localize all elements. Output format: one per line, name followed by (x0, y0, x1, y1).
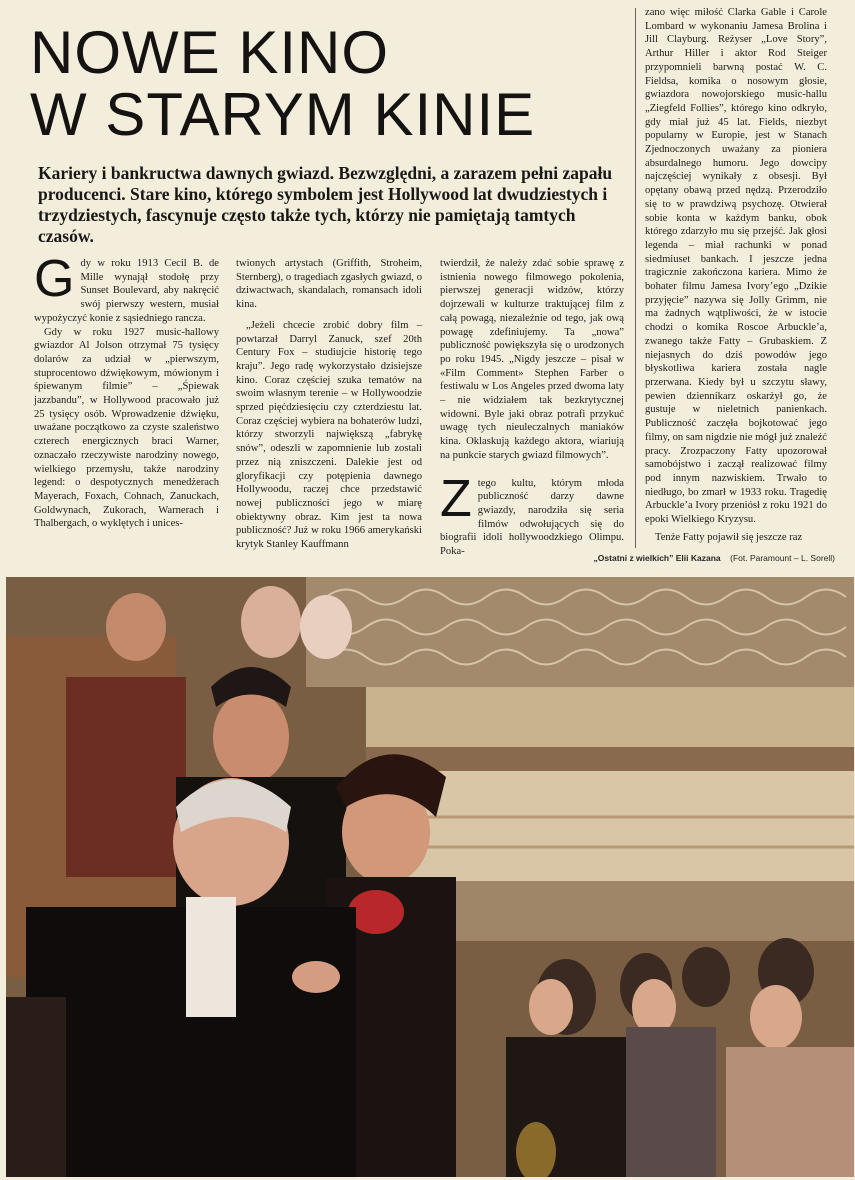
caption-credit: (Fot. Paramount – L. Sorell) (730, 553, 835, 563)
paragraph: „Jeżeli chcecie zrobić dobry film – powtarzał Darryl Zanuck, szef 20th Century Fox – studiujcie historię tego kraju”. Jego radę wykorzystało dzisiejsze kino. Coraz częściej szuka tematów na swoim własnym terenie – w Hollywoodzie sprzed pięćdziesięciu czy czterdziestu lat. Coraz częściej wybiera na bohaterów ludzi, którzy stworzyli największą „fabrykę snów”, odeszli w zapomnienie lub zostali przez nią zniszczeni. Dalekie jest od gloryfikacji czy potępienia dawnego Hollywoodu, raczej chce przedstawić nowej publiczności jego w miarę obiektywny obraz. Kim jest ta nowa publiczność? Już w roku 1966 amerykański krytyk Stanley Kauffmann (236, 319, 422, 551)
text-column-3 (440, 257, 624, 559)
title-line-2: W STARYM KINIE (30, 81, 536, 148)
caption-title: „Ostatni z wielkich” Elii Kazana (593, 553, 721, 563)
article-title (30, 19, 630, 148)
article-lead: Kariery i bankructwa dawnych gwiazd. Bezwzględni, a zarazem pełni zapału producenci. Stare kino, którego symbolem jest Hollywood lat dwudziestych i trzydziestych, fascynuje często także tych, którzy nie pamiętają tamtych czasów. (38, 163, 613, 246)
paragraph: twionych artystach (Griffith, Stroheim, Sternberg), o tragediach zgasłych gwiazd, o dziwactwach, skandalach, romansach idoli kina. (236, 258, 422, 311)
drop-cap: Z (440, 469, 472, 528)
paragraph: Gdy w roku 1927 music-hallowy gwiazdor Al Jolson otrzymał 75 tysięcy dolarów za udział w „pierwszym, stuprocentowo dźwiękowym, mówionym i śpiewanym filmie” – „Śpiewak jazzbandu”, w Hollywood pracowało już 25 tysięcy osób. Wprowadzenie dźwięku, uważane początkowo za czyste szaleństwo czterech energicznych braci Warner, oznaczało rzeczywiste narodziny nowego, wielkiego przemysłu, także narodziny legend: o despotycznych menedżerach Mayerach, Foxach, Cohnach, Zanuckach, Goldwynach, Zukorach, Warnerach i Thalbergach, o wyklętych i unices- (34, 326, 219, 530)
text-column-1 (34, 250, 219, 531)
paragraph: Gdy w roku 1913 Cecil B. de Mille wynajął stodołę przy Sunset Boulevard, aby nakręcić swój pierwszy western, musiał wypożyczyć konie z sąsiedniego rancza. (34, 250, 219, 324)
film-still-photo (6, 577, 854, 1177)
paragraph: Tenże Fatty pojawił się jeszcze raz (655, 531, 803, 543)
photo-illustration (6, 577, 854, 1177)
title-line-1: NOWE KINO (30, 19, 390, 86)
text-column-4 (645, 6, 827, 544)
drop-cap: G (34, 250, 75, 308)
column-divider (635, 8, 636, 548)
paragraph: twierdził, że należy zdać sobie sprawę z istnienia nowego filmowego pokolenia, pierwszej generacji widzów, którzy dojrzewali w kulturze traktującej film z całą powagą, niezależnie od tego, jak ową powagę zdefiniujemy. Ta „nowa” publiczność powiększyła się o urodzonych po roku 1945. „Nigdy jeszcze – pisał w «Film Comment» Stephen Farber o festiwalu w Los Angeles przed dwoma laty – nie widziałem tak bezkrytycznej widowni. Byle jaki obraz potrafi przykuć uwagę tych nieuleczalnych maniaków kina. Oklaskują każdego aktora, wiariują na punkcie starych gwiazd filmowych”. (440, 258, 624, 461)
paragraph: Ztego kultu, którym młoda publiczność darzy dawne gwiazdy, narodziła się seria filmów odwołujących się do biografii idoli hollywoodzkiego Olimpu. Poka- (440, 469, 624, 558)
photo-caption (430, 553, 835, 563)
paragraph: zano więc miłość Clarka Gable i Carole Lombard w wykonaniu Jamesa Brolina i Jill Clayburg. Reżyser „Love Story”, Arthur Hiller i aktor Rod Steiger przypomnieli barwną postać W. C. Fieldsa, komika o nosowym głosie, gwiazdora nowojorskiego music-hallu „Ziegfeld Follies”, którego kino odkryło, gdy miał już 45 lat. Fields, niezbyt popularny w Europie, jest w Stanach Zjednoczonych uważany za pioniera absurdalnego humoru. Jego dowcipy najczęściej wynikały z obsesji. Był opętany obawą przed nędzą. Przerodziło się to w prawdziwą psychozę. Otwierał sobie konta w każdym banku, obok którego zdarzyło mu się przejść. Jak głosi legenda – miał rachunki w ponad siedmiuset bankach. I jeszcze jedna tragicznie zakończona kariera. Mimo że bohater filmu Jamesa Ivory’ego „Dzikie przyjęcie” nazywa się Jolly Grimm, nie ma żadnych wątpliwości, że w istocie chodzi o komika Roscoe Arbuckle’a, zwanego także Fatty – Grubaskiem. Z niejasnych do dziś powodów jego błyskotliwa kariera została nagle przerwana. Kiedy był u szczytu sławy, pewien dziennikarz oskarżył go, że gustuje w nieletnich panienkach. Publiczność zaczęła bojkotować jego filmy, on sam nigdzie nie mógł już znaleźć pracy. Zrozpaczony Fatty upozorował samobójstwo i zaczął realizować filmy pod innym nazwiskiem. Trwało to niedługo, bo zmarł w 1933 roku. Tragedię Arbuckle’a Ivory przeniósł z roku 1921 do epoki Wielkiego Kryzysu. (645, 7, 827, 526)
text-column-2 (236, 257, 422, 552)
